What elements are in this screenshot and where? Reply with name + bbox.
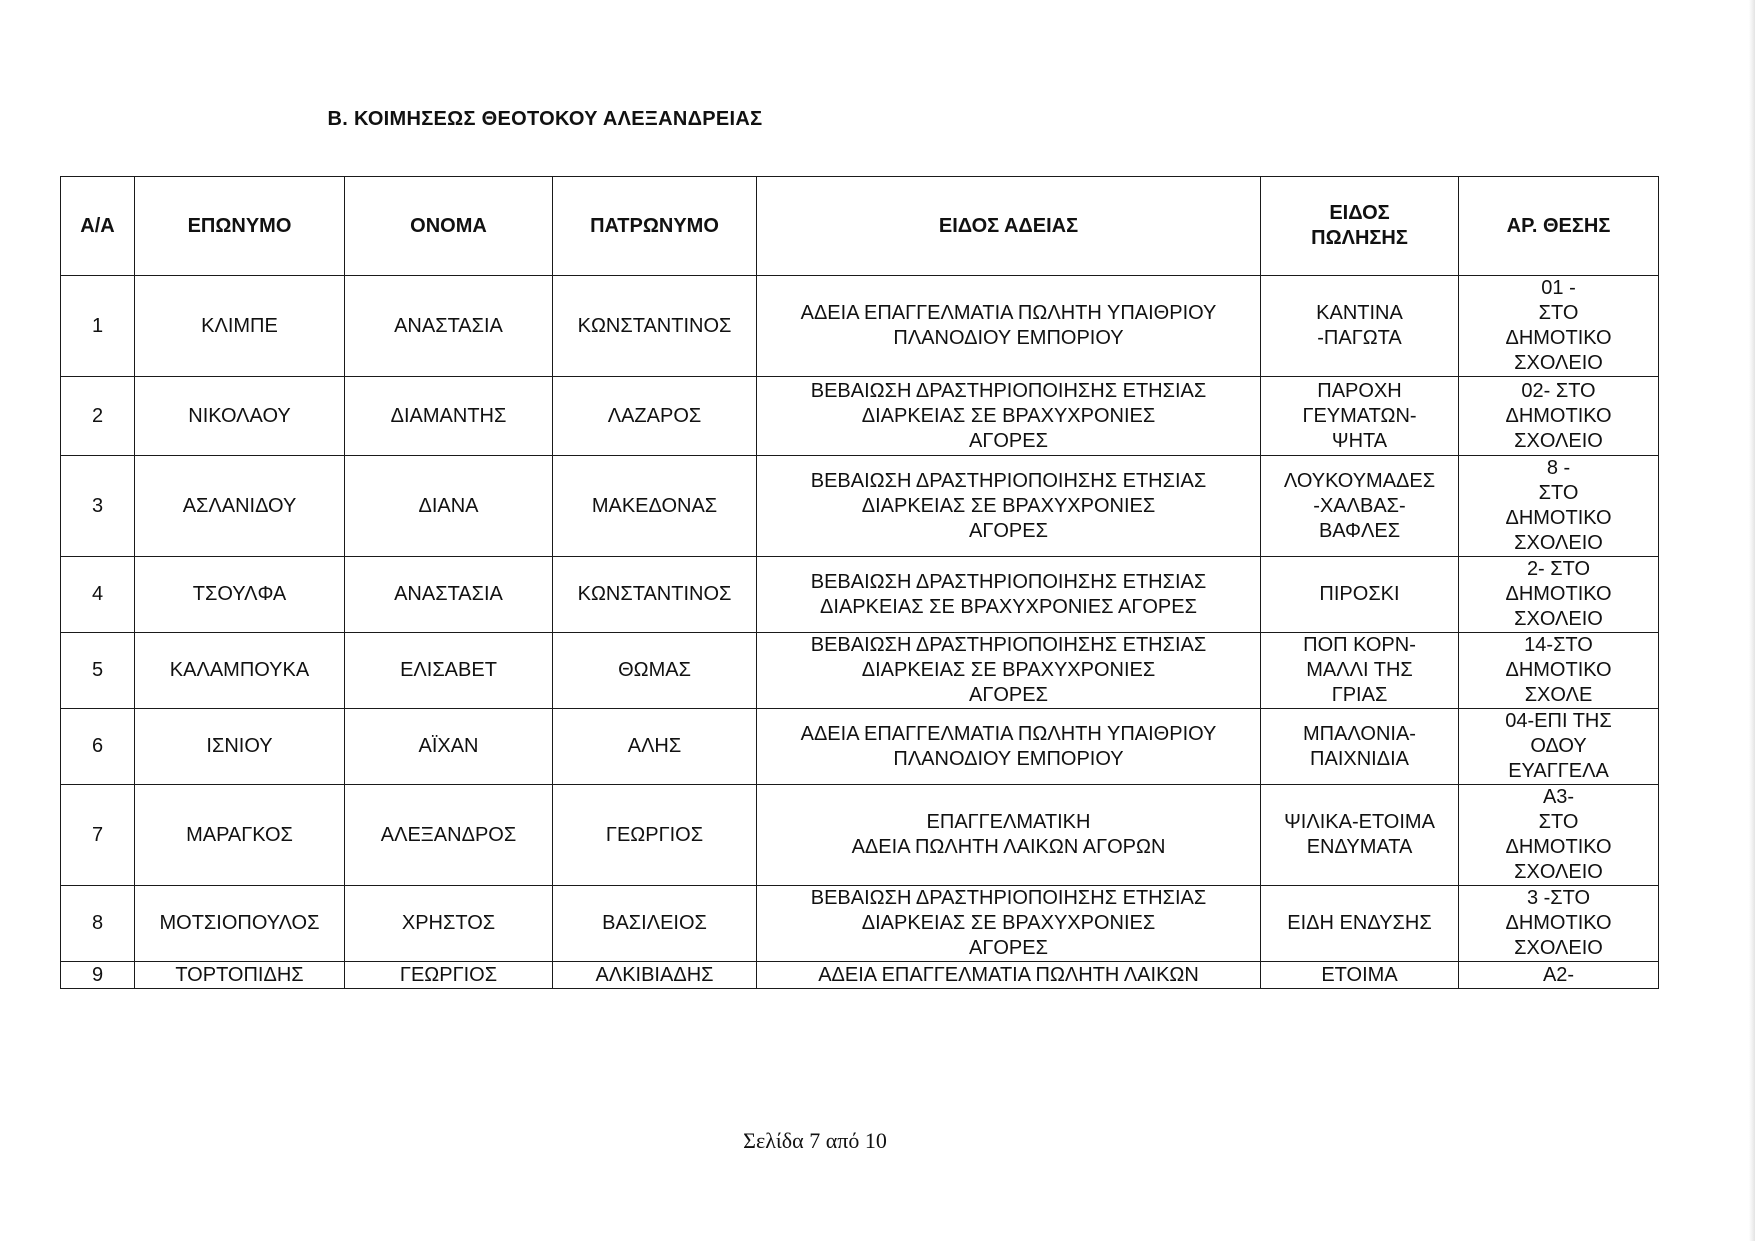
cell-name: ΑΪΧΑΝ [345,709,553,785]
table-header-row [61,177,1659,276]
cell-father-name: ΓΕΩΡΓΙΟΣ [553,785,757,886]
cell-surname: ΜΑΡΑΓΚΟΣ [135,785,345,886]
cell-father-name: ΜΑΚΕΔΟΝΑΣ [553,456,757,557]
cell-father-name: ΛΑΖΑΡΟΣ [553,377,757,456]
cell-name: ΓΕΩΡΓΙΟΣ [345,962,553,989]
cell-aa: 9 [61,962,135,989]
page-title: Β. ΚΟΙΜΗΣΕΩΣ ΘΕΟΤΟΚΟΥ ΑΛΕΞΑΝΔΡΕΙΑΣ [327,108,763,130]
cell-surname: ΤΣΟΥΛΦΑ [135,557,345,633]
header-name: ΟΝΟΜΑ [345,177,553,276]
cell-father-name: ΑΛΚΙΒΙΑΔΗΣ [553,962,757,989]
cell-license-type: ΒΕΒΑΙΩΣΗ ΔΡΑΣΤΗΡΙΟΠΟΙΗΣΗΣ ΕΤΗΣΙΑΣ ΔΙΑΡΚΕΙΑΣ ΣΕ ΒΡΑΧΥΧΡΟΝΙΕΣ ΑΓΟΡΕΣ [757,633,1261,709]
cell-position-number: Α2- [1459,962,1659,989]
cell-name: ΔΙΑΝΑ [345,456,553,557]
cell-surname: ΚΛΙΜΠΕ [135,276,345,377]
cell-surname: ΤΟΡΤΟΠΙΔΗΣ [135,962,345,989]
cell-father-name: ΚΩΝΣΤΑΝΤΙΝΟΣ [553,276,757,377]
cell-aa: 6 [61,709,135,785]
cell-name: ΑΝΑΣΤΑΣΙΑ [345,276,553,377]
cell-position-number: 04-ΕΠΙ ΤΗΣ ΟΔΟΥ ΕΥΑΓΓΕΛΑ [1459,709,1659,785]
cell-license-type: ΑΔΕΙΑ ΕΠΑΓΓΕΛΜΑΤΙΑ ΠΩΛΗΤΗ ΥΠΑΙΘΡΙΟΥ ΠΛΑΝΟΔΙΟΥ ΕΜΠΟΡΙΟΥ [757,276,1261,377]
cell-aa: 5 [61,633,135,709]
table-row [61,276,1659,377]
page-footer: Σελίδα 7 από 10 [743,1128,887,1153]
cell-father-name: ΚΩΝΣΤΑΝΤΙΝΟΣ [553,557,757,633]
cell-sale-type: ΜΠΑΛΟΝΙΑ- ΠΑΙΧΝΙΔΙΑ [1261,709,1459,785]
scan-edge-shadow [1749,0,1755,1241]
cell-father-name: ΘΩΜΑΣ [553,633,757,709]
table-row [61,709,1659,785]
cell-license-type: ΒΕΒΑΙΩΣΗ ΔΡΑΣΤΗΡΙΟΠΟΙΗΣΗΣ ΕΤΗΣΙΑΣ ΔΙΑΡΚΕΙΑΣ ΣΕ ΒΡΑΧΥΧΡΟΝΙΕΣ ΑΓΟΡΕΣ [757,557,1261,633]
cell-aa: 4 [61,557,135,633]
cell-sale-type: ΕΙΔΗ ΕΝΔΥΣΗΣ [1261,886,1459,962]
cell-license-type: ΒΕΒΑΙΩΣΗ ΔΡΑΣΤΗΡΙΟΠΟΙΗΣΗΣ ΕΤΗΣΙΑΣ ΔΙΑΡΚΕΙΑΣ ΣΕ ΒΡΑΧΥΧΡΟΝΙΕΣ ΑΓΟΡΕΣ [757,886,1261,962]
header-aa: Α/Α [61,177,135,276]
cell-sale-type: ΛΟΥΚΟΥΜΑΔΕΣ -ΧΑΛΒΑΣ- ΒΑΦΛΕΣ [1261,456,1459,557]
cell-sale-type: ΠΑΡΟΧΗ ΓΕΥΜΑΤΩΝ- ΨΗΤΑ [1261,377,1459,456]
cell-license-type: ΕΠΑΓΓΕΛΜΑΤΙΚΗ ΑΔΕΙΑ ΠΩΛΗΤΗ ΛΑΙΚΩΝ ΑΓΟΡΩΝ [757,785,1261,886]
cell-name: ΑΝΑΣΤΑΣΙΑ [345,557,553,633]
header-sale-type: ΕΙΔΟΣ ΠΩΛΗΣΗΣ [1261,177,1459,276]
header-surname: ΕΠΩΝΥΜΟ [135,177,345,276]
cell-aa: 7 [61,785,135,886]
cell-name: ΑΛΕΞΑΝΔΡΟΣ [345,785,553,886]
cell-aa: 2 [61,377,135,456]
table-row [61,785,1659,886]
cell-surname: ΝΙΚΟΛΑΟΥ [135,377,345,456]
vendors-table [60,176,1659,989]
table-row [61,377,1659,456]
table-row [61,633,1659,709]
cell-license-type: ΑΔΕΙΑ ΕΠΑΓΓΕΛΜΑΤΙΑ ΠΩΛΗΤΗ ΛΑΙΚΩΝ [757,962,1261,989]
cell-aa: 8 [61,886,135,962]
table-row [61,557,1659,633]
header-father-name: ΠΑΤΡΩΝΥΜΟ [553,177,757,276]
table-row [61,886,1659,962]
cell-name: ΕΛΙΣΑΒΕΤ [345,633,553,709]
cell-license-type: ΒΕΒΑΙΩΣΗ ΔΡΑΣΤΗΡΙΟΠΟΙΗΣΗΣ ΕΤΗΣΙΑΣ ΔΙΑΡΚΕΙΑΣ ΣΕ ΒΡΑΧΥΧΡΟΝΙΕΣ ΑΓΟΡΕΣ [757,377,1261,456]
cell-sale-type: ΨΙΛΙΚΑ-ΕΤΟΙΜΑ ΕΝΔΥΜΑΤΑ [1261,785,1459,886]
cell-license-type: ΒΕΒΑΙΩΣΗ ΔΡΑΣΤΗΡΙΟΠΟΙΗΣΗΣ ΕΤΗΣΙΑΣ ΔΙΑΡΚΕΙΑΣ ΣΕ ΒΡΑΧΥΧΡΟΝΙΕΣ ΑΓΟΡΕΣ [757,456,1261,557]
cell-surname: ΑΣΛΑΝΙΔΟΥ [135,456,345,557]
cell-name: ΧΡΗΣΤΟΣ [345,886,553,962]
table-row [61,456,1659,557]
cell-position-number: Α3- ΣΤΟ ΔΗΜΟΤΙΚΟ ΣΧΟΛΕΙΟ [1459,785,1659,886]
cell-sale-type: ΠΙΡΟΣΚΙ [1261,557,1459,633]
cell-aa: 1 [61,276,135,377]
cell-name: ΔΙΑΜΑΝΤΗΣ [345,377,553,456]
cell-position-number: 01 - ΣΤΟ ΔΗΜΟΤΙΚΟ ΣΧΟΛΕΙΟ [1459,276,1659,377]
cell-surname: ΜΟΤΣΙΟΠΟΥΛΟΣ [135,886,345,962]
cell-position-number: 8 - ΣΤΟ ΔΗΜΟΤΙΚΟ ΣΧΟΛΕΙΟ [1459,456,1659,557]
table-row [61,962,1659,989]
cell-position-number: 3 -ΣΤΟ ΔΗΜΟΤΙΚΟ ΣΧΟΛΕΙΟ [1459,886,1659,962]
cell-position-number: 02- ΣΤΟ ΔΗΜΟΤΙΚΟ ΣΧΟΛΕΙΟ [1459,377,1659,456]
cell-father-name: ΑΛΗΣ [553,709,757,785]
cell-license-type: ΑΔΕΙΑ ΕΠΑΓΓΕΛΜΑΤΙΑ ΠΩΛΗΤΗ ΥΠΑΙΘΡΙΟΥ ΠΛΑΝΟΔΙΟΥ ΕΜΠΟΡΙΟΥ [757,709,1261,785]
cell-surname: ΙΣΝΙΟΥ [135,709,345,785]
header-position-number: ΑΡ. ΘΕΣΗΣ [1459,177,1659,276]
cell-position-number: 2- ΣΤΟ ΔΗΜΟΤΙΚΟ ΣΧΟΛΕΙΟ [1459,557,1659,633]
cell-father-name: ΒΑΣΙΛΕΙΟΣ [553,886,757,962]
cell-aa: 3 [61,456,135,557]
cell-sale-type: ΚΑΝΤΙΝΑ -ΠΑΓΩΤΑ [1261,276,1459,377]
header-license-type: ΕΙΔΟΣ ΑΔΕΙΑΣ [757,177,1261,276]
cell-surname: ΚΑΛΑΜΠΟΥΚΑ [135,633,345,709]
cell-sale-type: ΕΤΟΙΜΑ [1261,962,1459,989]
cell-sale-type: ΠΟΠ ΚΟΡΝ- ΜΑΛΛΙ ΤΗΣ ΓΡΙΑΣ [1261,633,1459,709]
cell-position-number: 14-ΣΤΟ ΔΗΜΟΤΙΚΟ ΣΧΟΛΕ [1459,633,1659,709]
